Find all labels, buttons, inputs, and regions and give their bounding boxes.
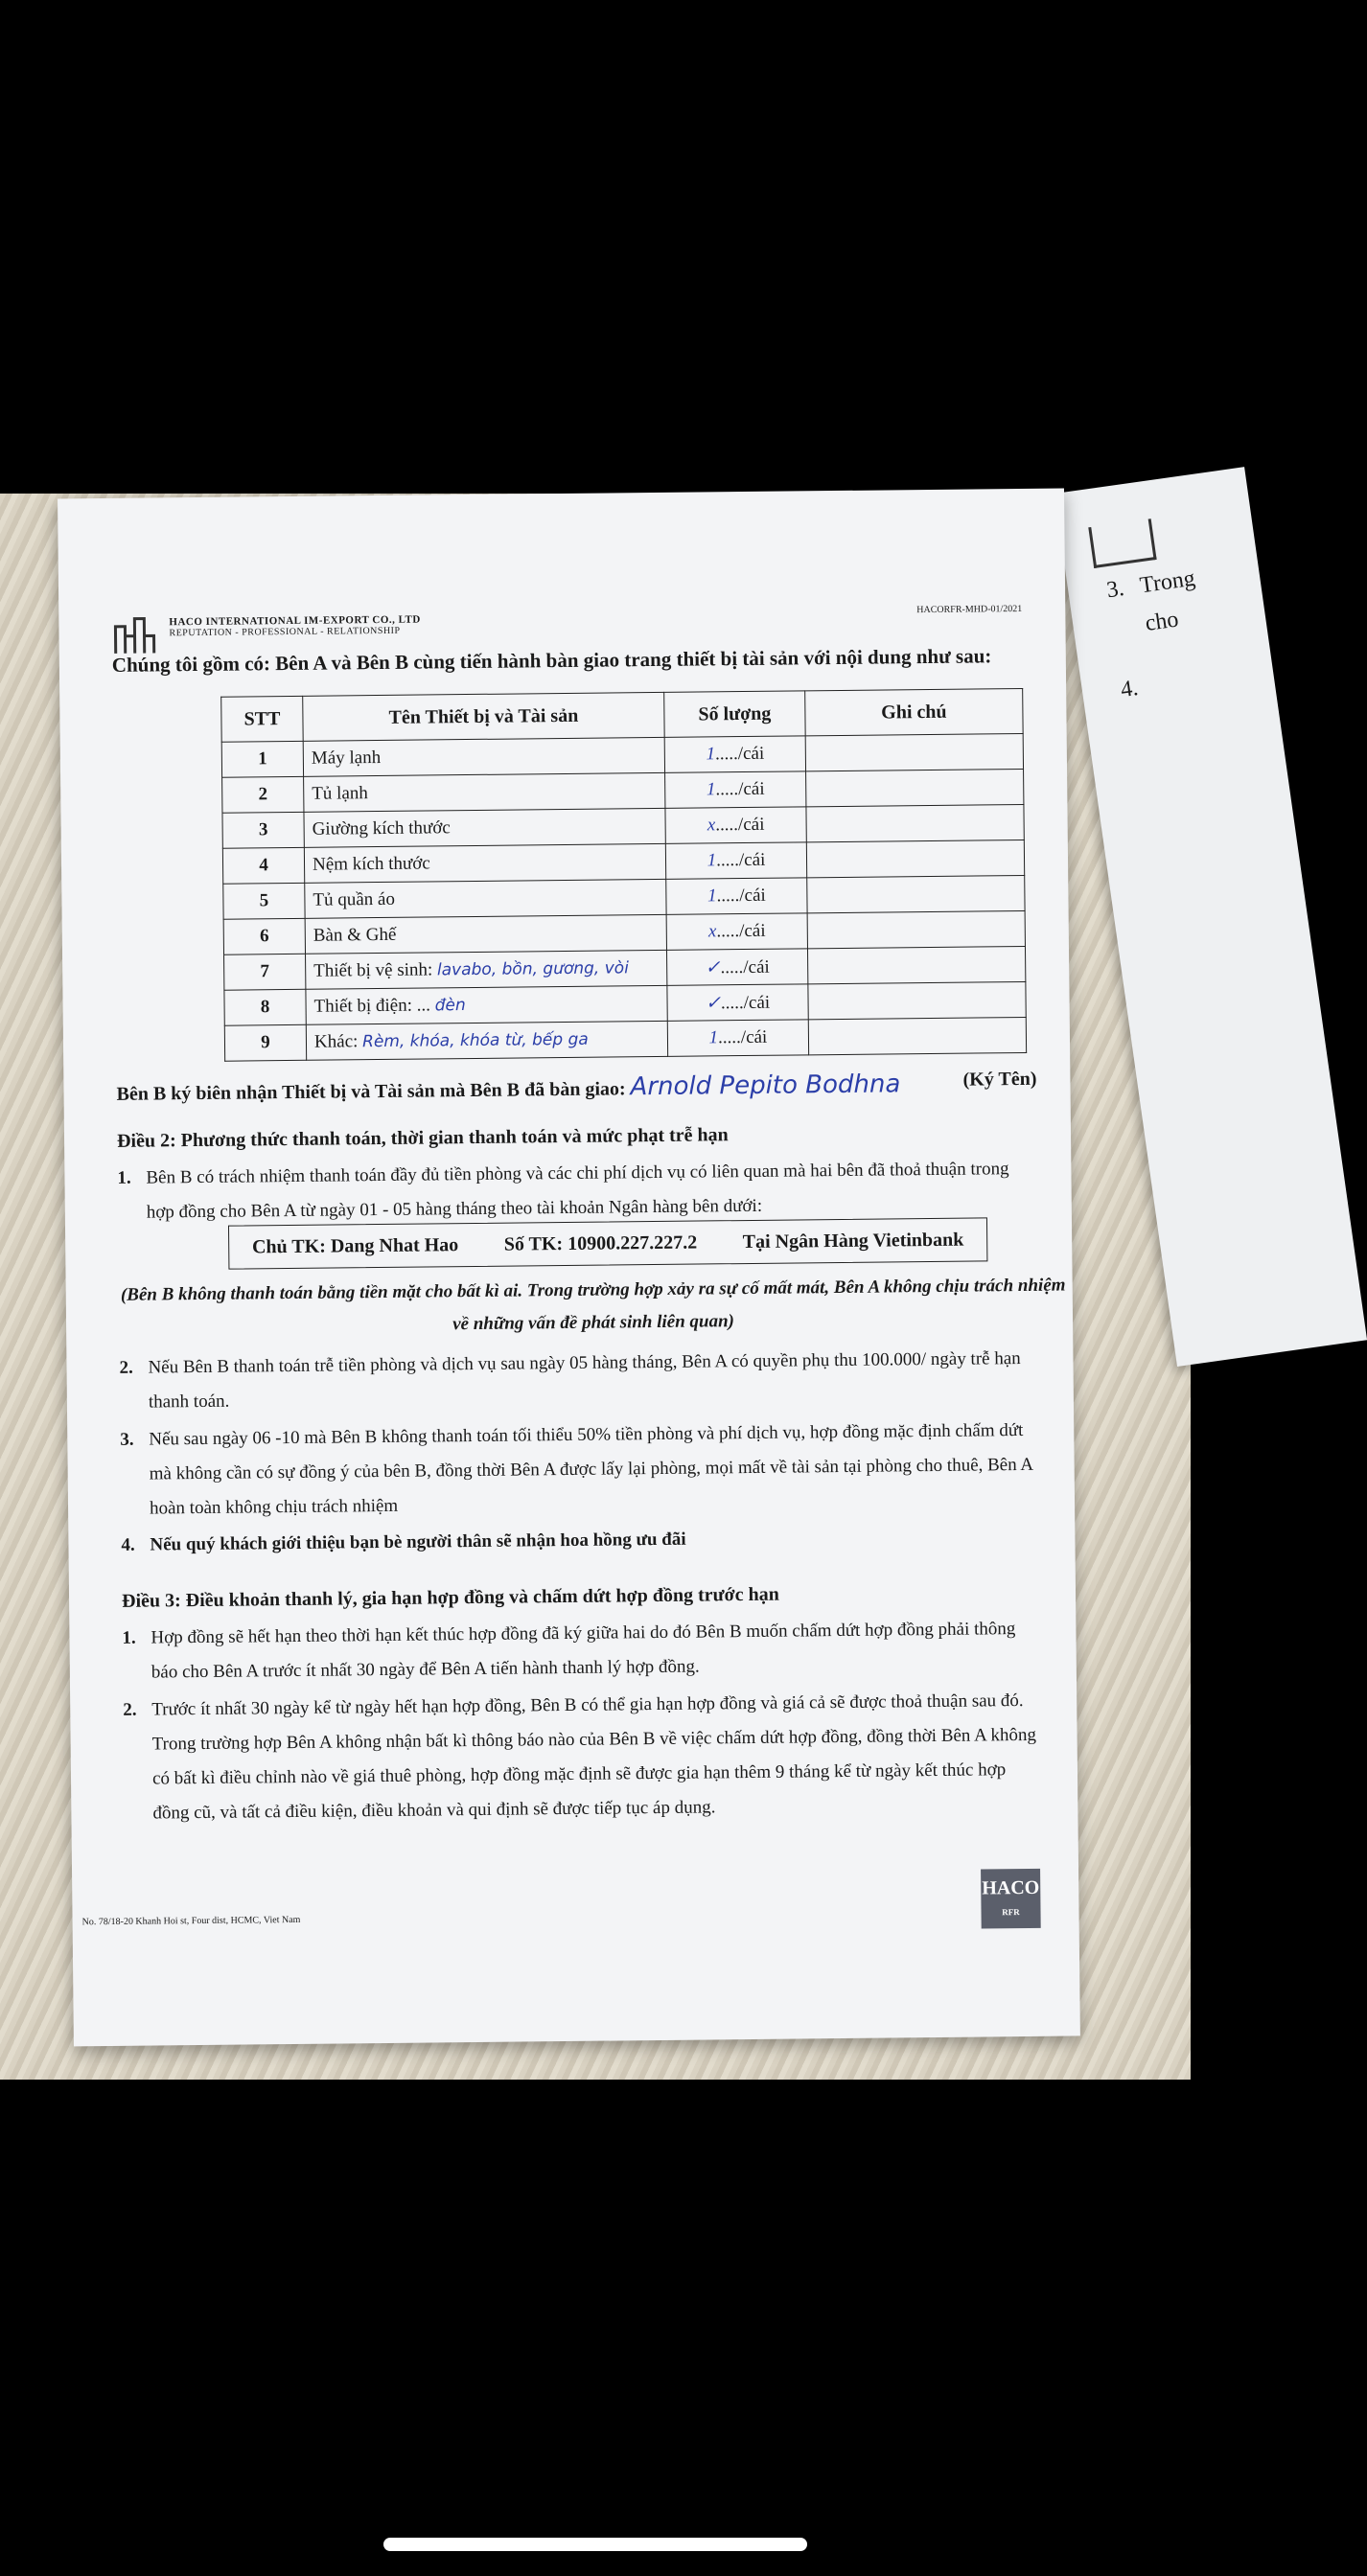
- article-3-item-1: 1. Hợp đồng sẽ hết hạn theo thời hạn kết thúc hợp đồng đã ký giữa hai do đó Bên B muốn chấm dứt hợp đồng phải thông báo cho Bên A trước ít nhất 30 ngày để Bên A tiến hành thanh lý hợp đồng.: [122, 1619, 1016, 1683]
- row-note: [806, 769, 1024, 806]
- row-qty: 1...../cái: [666, 878, 807, 915]
- row-qty-hand: 1: [708, 1027, 719, 1048]
- article-2-title: Điều 2: Phương thức thanh toán, thời gian thanh toán và mức phạt trễ hạn: [116, 1124, 729, 1152]
- side-text-2: cho: [1144, 607, 1180, 636]
- article-3-item-2: 2. Trước ít nhất 30 ngày kể từ ngày hết hạn hợp đồng, Bên B có thể gia hạn hợp đồng và giá cả sẽ được thoả thuận sau đó. Trong trường hợp Bên A không nhận bất kì thông báo nào của Bên B về việc chấm dứt hợp đồng, đồng thời Bên A không có bất kì điều chỉnh nào về giá thuê phòng, hợp đồng mặc định sẽ được gia hạn thêm 9 tháng kể từ ngày kết thúc hợp đồng cũ, và tất cả điều kiện, điều khoản và qui định sẽ được tiếp tục áp dụng.: [123, 1690, 1037, 1824]
- side-num-3: 3.: [1104, 576, 1126, 604]
- article-2-item-1: 1. Bên B có trách nhiệm thanh toán đầy đủ tiền phòng và các chi phí dịch vụ có liên quan mà hai bên đã thoả thuận trong hợp đồng cho Bên A từ ngày 01 - 05 hàng tháng theo tài khoản Ngân hàng bên dưới:: [117, 1159, 1009, 1223]
- row-name: Bàn & Ghế: [305, 914, 666, 954]
- haco-brand-sub: RFR: [1002, 1907, 1020, 1918]
- row-qty-hand: 1: [706, 779, 716, 800]
- row-stt: 7: [224, 954, 306, 990]
- row-qty-hand: 1: [706, 744, 716, 765]
- company-name: HACO INTERNATIONAL IM-EXPORT CO., LTD: [169, 613, 421, 629]
- row-stt: 5: [223, 883, 305, 919]
- article-2-item-2: 2. Nếu Bên B thanh toán trễ tiền phòng và dịch vụ sau ngày 05 hàng tháng, Bên A có quyền phụ thu 100.000/ ngày trễ hạn thanh toán.: [119, 1348, 1021, 1413]
- row-note: [807, 875, 1025, 912]
- row-handwritten: đèn: [434, 996, 466, 1016]
- row-qty: 1...../cái: [667, 1020, 808, 1057]
- row-qty-hand: 1: [707, 886, 717, 907]
- account-number: Số TK: 10900.227.227.2: [503, 1231, 698, 1255]
- row-qty: 1...../cái: [665, 771, 806, 809]
- document-code: HACORFR-MHD-01/2021: [916, 603, 1023, 616]
- row-note: [807, 910, 1025, 948]
- side-text-1: Trong: [1138, 565, 1197, 599]
- row-stt: 3: [222, 812, 304, 848]
- handwritten-signature: Arnold Pepito Bodhna: [630, 1070, 901, 1102]
- row-handwritten: lavabo, bồn, gương, vòi: [436, 958, 629, 980]
- article-3-title: Điều 3: Điều khoản thanh lý, gia hạn hợp đồng và chấm dứt hợp đồng trước hạn: [121, 1583, 779, 1612]
- haco-brand: HACO: [982, 1876, 1040, 1899]
- intro-text: Chúng tôi gồm có: Bên A và Bên B cùng tiến hành bàn giao trang thiết bị tài sản với nội dung như sau:: [111, 644, 992, 677]
- equipment-table: [220, 688, 1027, 1062]
- row-qty: x...../cái: [665, 807, 806, 844]
- row-stt: 9: [224, 1024, 306, 1061]
- footer-address: No. 78/18-20 Khanh Hoi st, Four dist, HCMC, Viet Nam: [81, 1914, 301, 1928]
- row-note: [805, 733, 1023, 770]
- header-qty: Số lượng: [664, 691, 805, 738]
- article-2-item-4: 4. Nếu quý khách giới thiệu bạn bè người thân sẽ nhận hoa hồng ưu đãi: [121, 1529, 686, 1555]
- bank-name: Tại Ngân Hàng Vietinbank: [742, 1229, 964, 1253]
- row-qty: 1...../cái: [665, 842, 806, 880]
- row-name: Tủ quần áo: [305, 879, 666, 918]
- row-stt: 1: [221, 741, 303, 777]
- table-row: [224, 1017, 1026, 1061]
- contract-page: [58, 489, 1080, 2047]
- row-name: Nệm kích thước: [304, 843, 665, 883]
- haco-badge: [981, 1869, 1041, 1929]
- row-qty: ✓...../cái: [666, 949, 807, 986]
- row-note: [808, 981, 1026, 1019]
- signature-line: [116, 1068, 1075, 1106]
- bank-account-box: [228, 1217, 987, 1269]
- row-name: Thiết bị vệ sinh: lavabo, bồn, gương, vòi: [306, 950, 667, 989]
- row-qty-hand: 1: [707, 850, 717, 871]
- row-stt: 4: [222, 847, 304, 884]
- row-stt: 2: [222, 776, 304, 813]
- signature-end: (Ký Tên): [962, 1068, 1037, 1091]
- account-owner: Chủ TK: Dang Nhat Hao: [251, 1233, 459, 1257]
- header-stt: STT: [221, 696, 303, 742]
- company-tagline: REPUTATION - PROFESSIONAL - RELATIONSHIP: [169, 625, 401, 639]
- company-info: [169, 614, 421, 639]
- row-qty-hand: x: [707, 921, 717, 942]
- company-logo-icon: [111, 612, 161, 656]
- row-note: [806, 804, 1024, 841]
- header-note: Ghi chú: [805, 688, 1023, 735]
- row-qty: ✓...../cái: [667, 984, 808, 1022]
- row-qty-hand: x: [707, 815, 716, 836]
- signature-label: Bên B ký biên nhận Thiết bị và Tài sản mà Bên B đã bàn giao:: [116, 1078, 626, 1105]
- row-stt: 8: [224, 989, 306, 1025]
- second-page-edge: [1054, 467, 1367, 1367]
- row-qty-hand: ✓: [705, 992, 722, 1013]
- row-note: [808, 1017, 1026, 1054]
- header-name: Tên Thiết bị và Tài sản: [303, 692, 664, 741]
- row-name: Tủ lạnh: [304, 772, 665, 812]
- row-qty-hand: ✓: [705, 956, 721, 978]
- row-name: Giường kích thước: [304, 808, 665, 847]
- home-indicator[interactable]: [383, 2538, 807, 2551]
- row-qty: x...../cái: [666, 913, 807, 951]
- row-handwritten: Rèm, khóa, khóa từ, bếp ga: [362, 1029, 589, 1052]
- row-name: Máy lạnh: [303, 737, 664, 776]
- side-num-4: 4.: [1119, 675, 1140, 703]
- cash-notice: (Bên B không thanh toán bằng tiền mặt cho bất kì ai. Trong trường hợp xảy ra sự cố mất mát, Bên A không chịu trách nhiệm về những vấn đề phát sinh liên quan): [120, 1275, 1066, 1335]
- table-body: [221, 733, 1026, 1061]
- row-name: Thiết bị điện: ... đèn: [306, 985, 667, 1024]
- company-logo-icon: [1088, 518, 1156, 568]
- row-name: Khác: Rèm, khóa, khóa từ, bếp ga: [306, 1021, 667, 1060]
- article-2-item-3: 3. Nếu sau ngày 06 -10 mà Bên B không thanh toán tối thiểu 50% tiền phòng và phí dịch vụ, hợp đồng mặc định chấm dứt mà không cần có sự đồng ý của bên B, đồng thời Bên A được lấy lại phòng, mọi mất về tài sản tại phòng cho thuê, Bên A hoàn toàn không chịu trách nhiệm: [120, 1420, 1033, 1519]
- row-note: [806, 840, 1024, 877]
- row-note: [807, 946, 1025, 983]
- document-photo: [0, 494, 1197, 2080]
- row-stt: 6: [223, 918, 305, 954]
- row-qty: 1...../cái: [664, 736, 805, 773]
